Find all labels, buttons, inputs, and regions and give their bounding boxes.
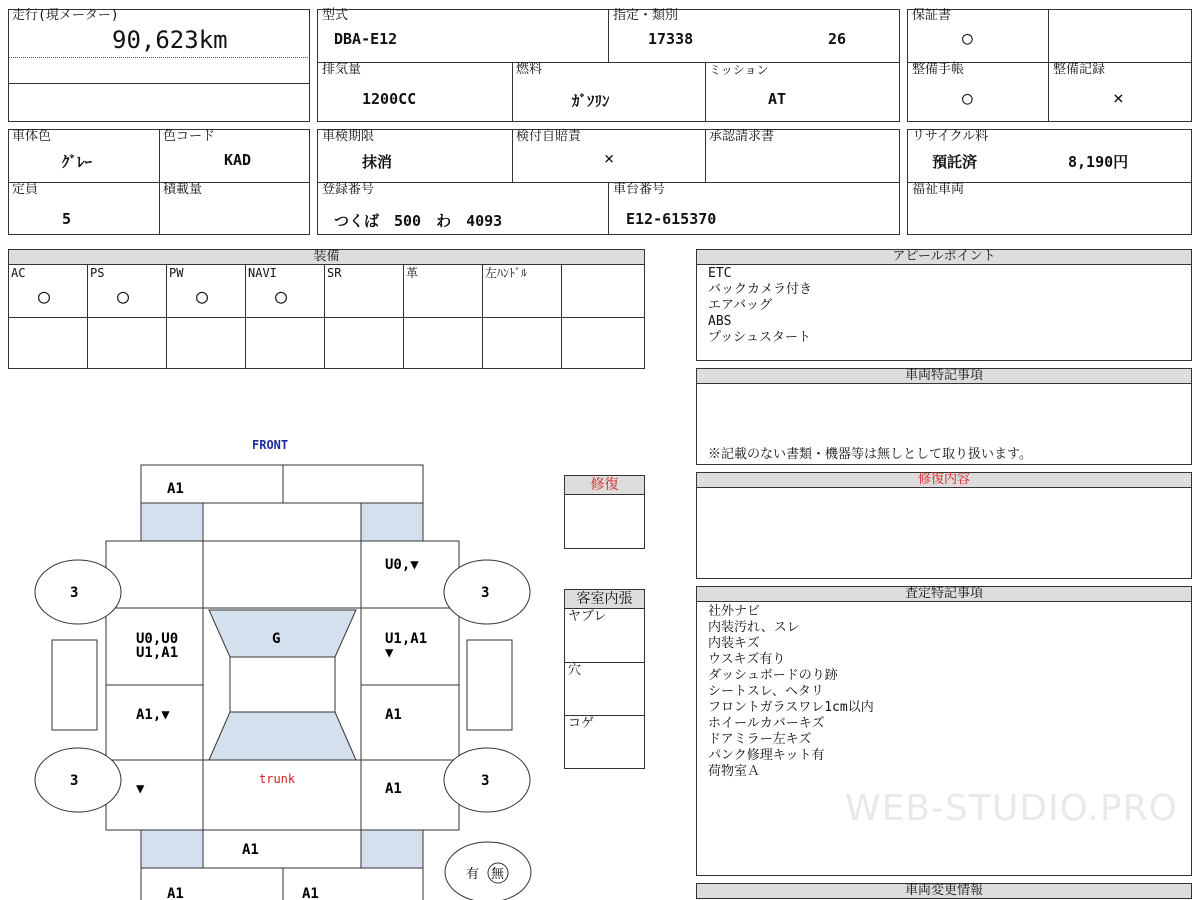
warranty-label: 保証書 [912,8,952,23]
registration-value: つくば 500 わ 4093 [334,212,503,230]
fuel-col-divider-1 [512,62,513,122]
insurance-value: × [604,149,615,169]
displacement-value: 1200CC [362,90,417,108]
mark-right-front-door-line-1: U1,A1 [385,631,428,647]
mark-left-front-door-line-2: U1,A1 [136,645,179,661]
fuel-label: 燃料 [516,62,543,77]
recycle-amount: 8,190円 [1068,153,1129,171]
repair-content-panel [696,487,1192,579]
designation-value-1: 17338 [648,30,694,48]
windshield [209,610,356,657]
trunk-label: trunk [259,772,296,786]
body-color-value: ｸﾞﾚｰ [62,153,93,171]
repair-content-header: 修復内容 [696,472,1192,488]
repair-header: 修復 [564,475,645,495]
mark-right-rear-door: A1 [385,707,402,723]
assessment-lines: 社外ナビ 内装汚れ、スレ 内装キズ ウスキズ有り ダッシュボードのり跡 シートスレ、ヘタリ フロントガラスワレ1cm以内 ホイールカバーキズ ドアミラー左キズ パンク修理キット有 荷物室Ａ [708,604,874,779]
equipment-value: ○ [275,284,288,308]
designation-label: 指定・類別 [613,8,679,23]
insurance-label: 検付自賠責 [516,129,582,144]
recycle-label: リサイクル料 [912,129,989,144]
inspection-expiry-label: 車検期限 [322,129,375,144]
right-rear-pillar [361,830,423,868]
mark-bonnet: G [272,631,281,647]
equipment-col-divider [245,264,246,369]
mileage-label: 走行(現メーター) [12,8,119,23]
registration-col-divider [608,182,609,235]
equipment-value: ○ [196,284,209,308]
equipment-label: AC [11,266,26,280]
equipment-col-divider [324,264,325,369]
equipment-label: NAVI [248,266,277,280]
mark-left-quarter: ▼ [136,781,145,797]
capacity-value: 5 [62,210,72,228]
vehicle-notes-header: 車両特記事項 [696,368,1192,384]
load-capacity-label: 積載量 [163,182,203,197]
inspection-expiry-value: 抹消 [362,153,393,171]
warranty-value: ○ [962,28,973,49]
change-info-header: 車両変更情報 [696,883,1192,899]
equipment-label: PS [90,266,105,280]
mark-rear-panel: A1 [242,842,259,858]
equipment-col-divider [561,264,562,369]
mark-tire-rear-left: 3 [70,773,79,789]
rear-panel [203,830,361,868]
warranty-col-divider [1048,9,1049,122]
equipment-value: ○ [38,284,51,308]
color-code-value: KAD [224,151,252,169]
spare-yes-label: 有 [466,867,480,882]
spare-no-label: 無 [491,867,505,882]
color-code-label: 色コード [163,129,216,144]
equipment-label: PW [169,266,184,280]
body-color-label: 車体色 [12,129,52,144]
left-front-pillar [141,503,203,541]
displacement-label: 排気量 [322,62,362,77]
mark-left-front-door-line-1: U0,U0 [136,631,179,647]
left-rear-pillar [141,830,203,868]
equipment-col-divider [403,264,404,369]
front-panel [203,503,361,541]
right-side-step [467,640,512,730]
model-col-divider [608,9,609,62]
mark-tire-rear-right: 3 [481,773,490,789]
registration-label: 登録番号 [322,182,375,197]
equipment-value: ○ [117,284,130,308]
mileage-value: 90,623km [112,26,228,54]
mark-right-front-door-line-2: ▼ [385,645,394,661]
equipment-label: 革 [406,266,419,280]
fuel-value: ｶﾞｿﾘﾝ [572,92,610,110]
model-row-divider [317,62,900,63]
mark-rear-bumper-right: A1 [302,886,319,900]
inspection-col-divider-2 [705,129,706,182]
repair-box [564,494,645,549]
capacity-label: 定員 [12,182,39,197]
welfare-label: 福祉車両 [912,182,965,197]
interior-burn-label: コゲ [568,716,595,731]
mark-rear-bumper-left: A1 [167,886,184,900]
model-label: 型式 [322,8,349,23]
interior-hole-label: 穴 [568,663,582,678]
recycle-status: 預託済 [932,153,978,171]
mark-tire-front-right: 3 [481,585,490,601]
mission-label: ミッション [709,63,769,77]
car-diagram [0,430,560,900]
equipment-header: 装備 [8,249,645,265]
equipment-col-divider [166,264,167,369]
mark-right-quarter: A1 [385,781,402,797]
left-side-step [52,640,97,730]
equipment-label: 左ﾊﾝﾄﾞﾙ [485,266,528,280]
equipment-row-divider [8,317,645,318]
watermark: WEB-STUDIO.PRO [845,788,1178,829]
interior-header: 客室内張 [564,589,645,609]
maintenance-record-value: × [1113,88,1124,109]
front-label: FRONT [252,438,289,452]
mission-value: AT [768,90,787,108]
vehicle-notes-text: ※記載のない書類・機器等は無しとして取り扱います。 [708,447,1032,462]
interior-tear-label: ヤブレ [568,609,607,624]
mark-tire-front-left: 3 [70,585,79,601]
inspection-col-divider-1 [512,129,513,182]
equipment-col-divider [482,264,483,369]
mileage-divider [8,57,310,58]
fuel-col-divider-2 [705,62,706,122]
mark-front-bumper: A1 [167,481,184,497]
assessment-header: 査定特記事項 [696,586,1192,602]
appeal-lines: ETC バックカメラ付き エアバッグ ABS プッシュスタート [708,266,813,345]
color-col-divider [159,129,160,235]
equipment-col-divider [87,264,88,369]
appeal-header: アピールポイント [696,249,1192,265]
interior-box [564,608,645,769]
model-value: DBA-E12 [334,30,398,48]
mileage-divider-2 [8,83,310,84]
chassis-label: 車台番号 [613,182,666,197]
maintenance-book-value: ○ [962,88,973,109]
right-front-pillar [361,503,423,541]
approval-request-label: 承認請求書 [709,129,775,144]
maintenance-record-label: 整備記録 [1053,62,1106,77]
chassis-value: E12-615370 [626,210,717,228]
designation-value-2: 26 [828,30,847,48]
rear-glass [209,712,356,760]
mark-left-rear-door: A1,▼ [136,707,170,723]
roof [230,657,335,712]
mark-right-front-fender: U0,▼ [385,557,419,573]
maintenance-book-label: 整備手帳 [912,62,965,77]
equipment-label: SR [327,266,342,280]
